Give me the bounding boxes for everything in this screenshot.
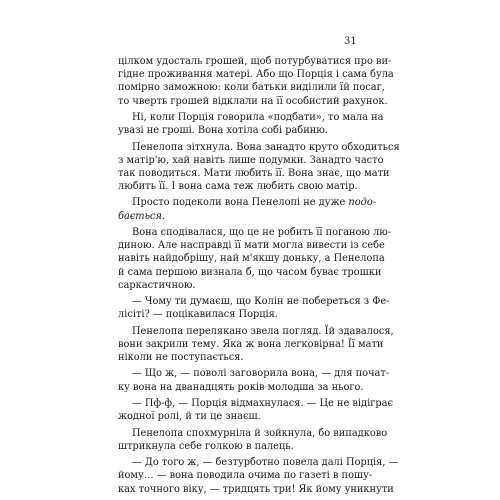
text-line <box>118 68 394 81</box>
text-line-content: Ні, коли Порція говорила «подбати», то мала на <box>132 111 384 123</box>
text-line-content: — Чому ти думаєш, що Колін не побереться з Фе- <box>132 296 390 308</box>
text-line-content: жодної ролі, й ти це знаєш. <box>118 411 261 423</box>
text-line <box>118 95 388 108</box>
text-line <box>118 154 384 167</box>
page-number: 31 <box>344 36 357 47</box>
text-line-content: увазі не гроші. Вона хотіла собі рабиню. <box>118 125 328 137</box>
text-line <box>118 410 370 423</box>
text-line <box>118 427 388 440</box>
text-line <box>118 266 382 279</box>
text-line-content: з матір'ю, хай навіть лише подумки. Занадто часто <box>118 154 384 166</box>
text-line <box>118 351 370 364</box>
text-line <box>118 456 399 469</box>
text-line-content: диною. Але насправді її мати могла вивести із себе <box>118 240 385 252</box>
italic-text: подо- <box>348 197 377 209</box>
text-line <box>118 381 370 394</box>
text-line <box>118 279 370 292</box>
text-line <box>118 440 370 453</box>
text-line-content: навіть найдобрішу, най м'якшу доньку, а Пенелопа <box>118 253 385 265</box>
text-line-content: — Пф-ф, — Порція відмахнулася. — Це не відіграє <box>132 398 393 409</box>
text-line-content: саркастичною. <box>118 279 196 291</box>
text-line-content: — До того ж, — безтурботно повела далі Порція, — <box>132 457 399 469</box>
text-line-content: Вона сподівалася, що це не робить її поганою лю- <box>132 227 392 238</box>
text-line-content: гідне проживання матері. Або що Порція і сама була <box>118 69 394 81</box>
text-line <box>118 210 370 223</box>
text-line <box>118 295 390 308</box>
body-text <box>118 55 400 496</box>
text-line-content: любить її. І вона сама теж любить свою матір. <box>118 181 358 193</box>
text-line-tail: . <box>161 210 166 222</box>
text-line <box>118 180 370 193</box>
text-line-content: то чверть грошей відклали на її особистий рахунок. <box>118 95 388 107</box>
text-line <box>118 196 377 209</box>
text-line <box>118 111 384 124</box>
text-line-content: — Що ж, — поволі заговорила вона, — для почат- <box>132 368 390 380</box>
text-line <box>118 226 392 239</box>
text-line <box>118 124 370 137</box>
text-line <box>118 252 385 265</box>
text-line <box>118 141 400 154</box>
text-line <box>118 367 390 380</box>
text-line-content: лісіті? — поцікавилася Порція. <box>118 309 278 321</box>
text-line-content: Пенелопа перелякано звела погляд. Їй здавалося, <box>132 325 394 337</box>
text-line <box>118 167 390 180</box>
text-line <box>118 325 394 338</box>
italic-text: бається <box>118 210 162 222</box>
text-line-content: й сама першою визнала б, що часом буває трошки <box>118 266 382 278</box>
text-line <box>118 483 394 496</box>
text-line-content: Просто подеколи вона Пенелопі не дуже <box>132 197 349 209</box>
text-line-content: ках точного віку, — тридцять три! Як йому уникнути <box>118 483 394 495</box>
text-line <box>118 81 385 94</box>
text-line <box>118 308 370 321</box>
text-line <box>118 239 385 252</box>
text-line <box>118 338 384 351</box>
text-line-content: йому… — вона поводила очима по газеті в пошу- <box>118 470 373 482</box>
text-line-content: помірно заможною: коли батьки виділили їй посаг, <box>118 82 385 94</box>
text-line <box>118 469 373 482</box>
text-line-content: ніколи не поступається. <box>118 352 244 364</box>
text-line <box>118 397 393 410</box>
text-line <box>118 55 392 68</box>
text-line-content: так поводиться. Мати любить її. Вона знає, що мати <box>118 167 390 179</box>
text-line-content: вони закрили тему. Яка ж вона легковірна! Її мати <box>118 338 384 350</box>
text-line-content: ку вона на дванадцять років молодша за нього. <box>118 381 364 393</box>
text-line-content: Пенелопа зітхнула. Вона занадто круто обходиться <box>132 141 400 153</box>
text-line-content: Пенелопа спохмурніла й зойкнула, бо випадково <box>132 427 388 439</box>
text-line-content: цілком удосталь грошей, щоб потурбуватися про ви- <box>118 56 392 67</box>
text-line-content: штрикнула себе голкою в палець. <box>118 440 294 452</box>
